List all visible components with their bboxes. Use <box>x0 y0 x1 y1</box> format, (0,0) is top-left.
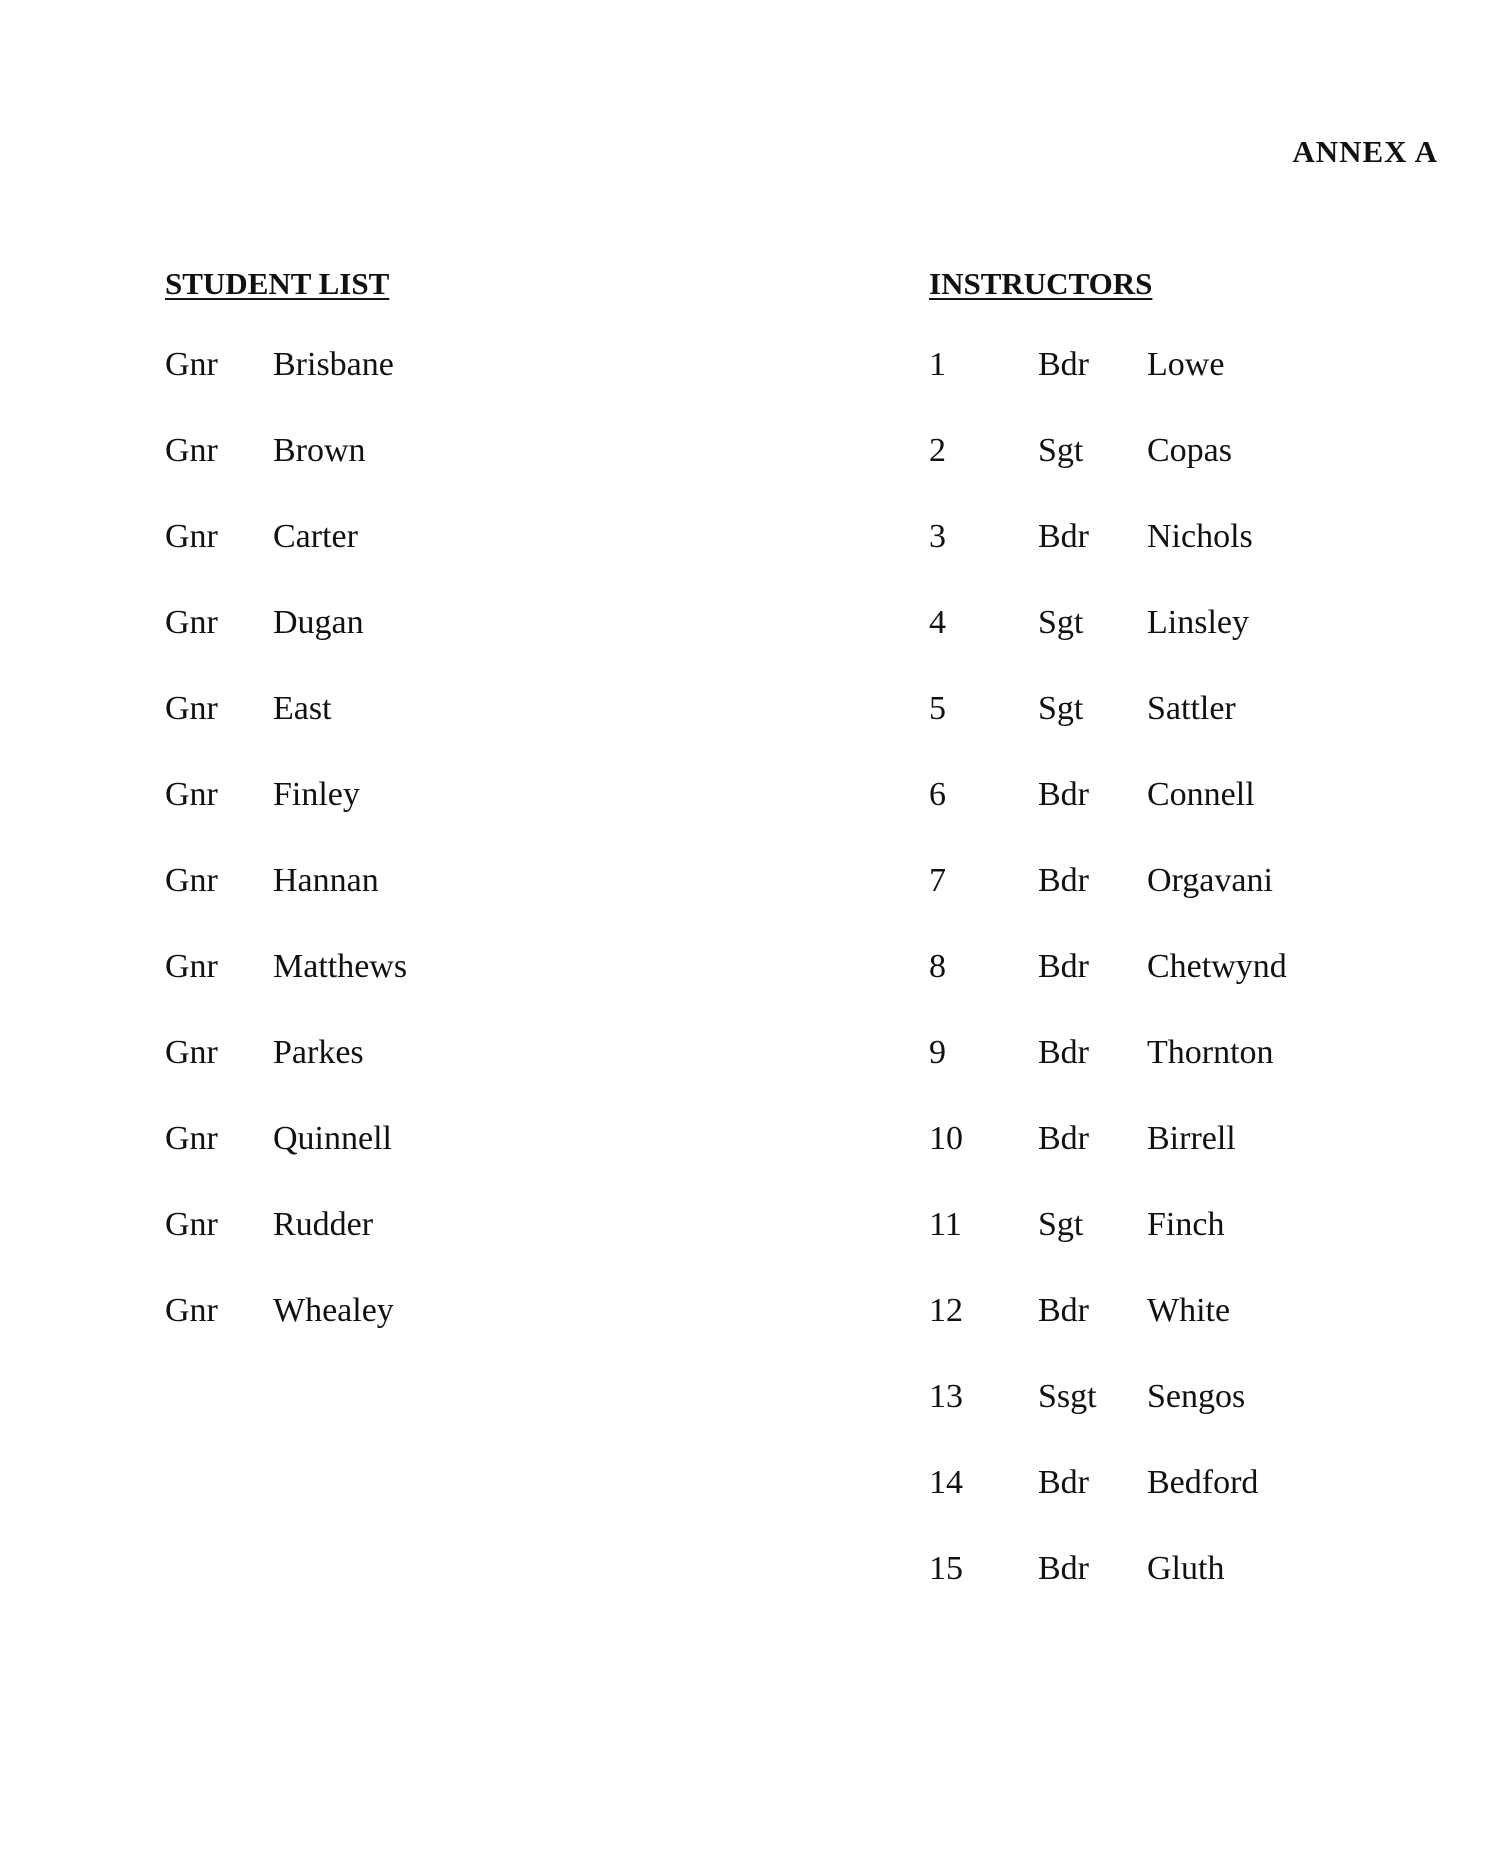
student-rank: Gnr <box>165 1292 218 1329</box>
student-row <box>165 1036 685 1122</box>
student-row <box>165 1208 685 1294</box>
instructor-rank: Bdr <box>1038 948 1089 985</box>
instructor-number: 5 <box>929 690 946 727</box>
instructor-row <box>929 864 1449 950</box>
instructor-row <box>929 1294 1449 1380</box>
instructor-rank: Bdr <box>1038 862 1089 899</box>
instructor-row <box>929 1036 1449 1122</box>
student-row <box>165 950 685 1036</box>
student-row <box>165 778 685 864</box>
instructor-rank: Bdr <box>1038 1034 1089 1071</box>
instructor-rank: Bdr <box>1038 1550 1089 1587</box>
student-name: Parkes <box>273 1034 364 1071</box>
student-name: Rudder <box>273 1206 374 1243</box>
instructor-number: 4 <box>929 604 946 641</box>
student-row <box>165 1122 685 1208</box>
instructor-number: 7 <box>929 862 946 899</box>
instructor-name: Chetwynd <box>1147 948 1287 985</box>
student-row <box>165 606 685 692</box>
student-name: Brown <box>273 432 366 469</box>
student-rank: Gnr <box>165 1034 218 1071</box>
instructor-rank: Bdr <box>1038 1120 1089 1157</box>
instructor-name: Thornton <box>1147 1034 1274 1071</box>
student-rank: Gnr <box>165 776 218 813</box>
instructor-name: Bedford <box>1147 1464 1259 1501</box>
instructor-name: Copas <box>1147 432 1232 469</box>
student-name: East <box>273 690 332 727</box>
instructor-name: Gluth <box>1147 1550 1225 1587</box>
student-name: Finley <box>273 776 360 813</box>
instructor-number: 3 <box>929 518 946 555</box>
instructors-list <box>929 348 1449 1638</box>
student-rank: Gnr <box>165 1206 218 1243</box>
instructor-name: Finch <box>1147 1206 1225 1243</box>
annex-title: ANNEX A <box>1292 134 1438 169</box>
instructor-rank: Sgt <box>1038 604 1084 641</box>
student-name: Quinnell <box>273 1120 392 1157</box>
instructor-name: Nichols <box>1147 518 1253 555</box>
instructor-row <box>929 348 1449 434</box>
instructor-number: 14 <box>929 1464 963 1501</box>
instructor-row <box>929 1122 1449 1208</box>
student-name: Brisbane <box>273 346 394 383</box>
instructor-row <box>929 1552 1449 1638</box>
instructor-rank: Bdr <box>1038 518 1089 555</box>
instructor-rank: Ssgt <box>1038 1378 1097 1415</box>
instructor-row <box>929 1208 1449 1294</box>
instructor-number: 12 <box>929 1292 963 1329</box>
instructor-rank: Sgt <box>1038 432 1084 469</box>
instructor-row <box>929 1380 1449 1466</box>
student-rank: Gnr <box>165 518 218 555</box>
instructor-name: White <box>1147 1292 1231 1329</box>
student-rank: Gnr <box>165 432 218 469</box>
student-row <box>165 1294 685 1380</box>
instructor-number: 9 <box>929 1034 946 1071</box>
student-name: Matthews <box>273 948 408 985</box>
instructor-name: Sengos <box>1147 1378 1246 1415</box>
student-list <box>165 348 685 1380</box>
instructor-name: Connell <box>1147 776 1255 813</box>
student-rank: Gnr <box>165 862 218 899</box>
instructor-name: Sattler <box>1147 690 1236 727</box>
instructor-row <box>929 950 1449 1036</box>
student-row <box>165 434 685 520</box>
student-list-heading: STUDENT LIST <box>165 266 390 301</box>
instructor-number: 2 <box>929 432 946 469</box>
student-row <box>165 692 685 778</box>
student-name: Carter <box>273 518 358 555</box>
instructor-name: Linsley <box>1147 604 1249 641</box>
instructor-number: 6 <box>929 776 946 813</box>
instructor-rank: Sgt <box>1038 690 1084 727</box>
student-rank: Gnr <box>165 604 218 641</box>
instructor-row <box>929 434 1449 520</box>
student-row <box>165 520 685 606</box>
instructor-row <box>929 606 1449 692</box>
instructor-rank: Bdr <box>1038 776 1089 813</box>
student-rank: Gnr <box>165 346 218 383</box>
instructor-rank: Bdr <box>1038 1292 1089 1329</box>
instructor-row <box>929 692 1449 778</box>
instructor-row <box>929 1466 1449 1552</box>
instructors-heading: INSTRUCTORS <box>929 266 1153 301</box>
instructor-number: 15 <box>929 1550 963 1587</box>
student-name: Dugan <box>273 604 364 641</box>
instructor-number: 8 <box>929 948 946 985</box>
instructor-rank: Bdr <box>1038 346 1089 383</box>
student-row <box>165 864 685 950</box>
instructor-number: 1 <box>929 346 946 383</box>
student-rank: Gnr <box>165 690 218 727</box>
instructor-name: Lowe <box>1147 346 1225 383</box>
instructor-row <box>929 520 1449 606</box>
instructor-rank: Bdr <box>1038 1464 1089 1501</box>
instructor-number: 11 <box>929 1206 962 1243</box>
instructor-name: Orgavani <box>1147 862 1273 899</box>
instructor-name: Birrell <box>1147 1120 1236 1157</box>
student-row <box>165 348 685 434</box>
instructor-number: 10 <box>929 1120 963 1157</box>
instructor-rank: Sgt <box>1038 1206 1084 1243</box>
student-rank: Gnr <box>165 948 218 985</box>
student-name: Hannan <box>273 862 379 899</box>
instructor-row <box>929 778 1449 864</box>
instructor-number: 13 <box>929 1378 963 1415</box>
student-rank: Gnr <box>165 1120 218 1157</box>
student-name: Whealey <box>273 1292 394 1329</box>
